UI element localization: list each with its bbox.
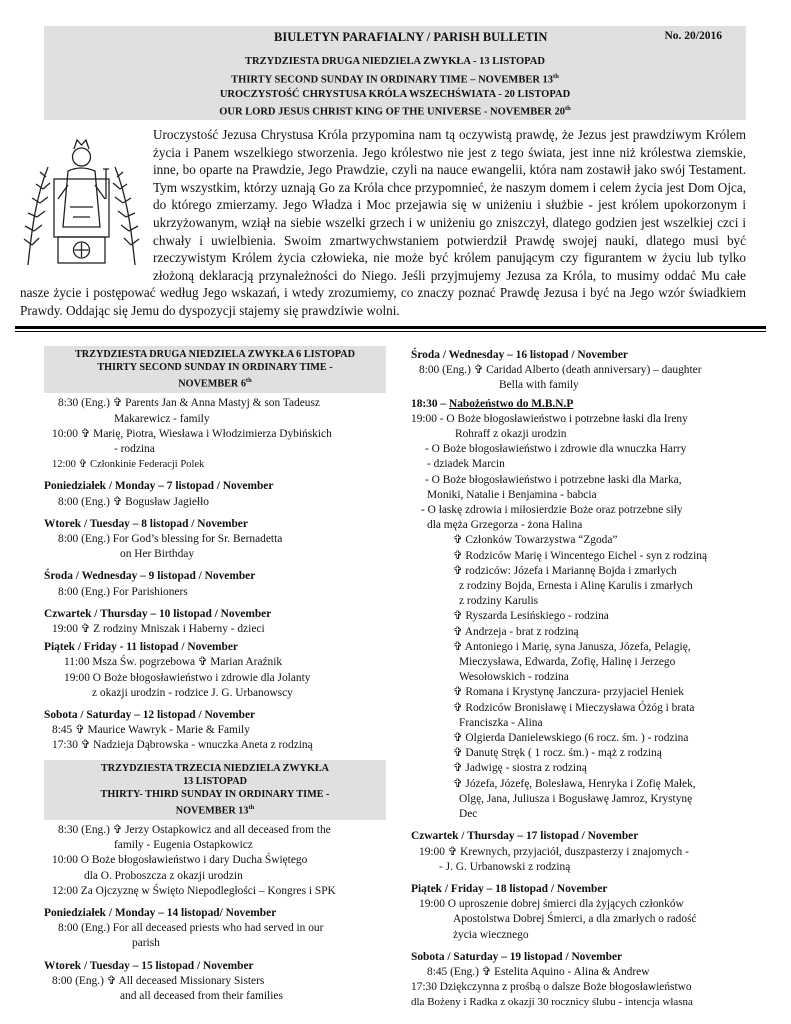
novena-heading: 18:30 – Nabożeństwo do M.B.N.P	[411, 397, 574, 410]
intention: - O Boże błogosławieństwo i potrzebne łaski dla Marka,	[425, 473, 682, 486]
mass-entry: 8:00 (Eng.) For all deceased priests who had served in our	[58, 922, 324, 935]
intention: ✞ Ryszarda Lesińskiego - rodzina	[453, 610, 609, 623]
mass-entry: 8:45 ✞ Maurice Wawryk - Marie & Family	[52, 724, 250, 737]
day-section	[411, 950, 763, 1011]
christ-the-king-image	[18, 127, 145, 267]
divider-thick	[15, 326, 766, 329]
intention: Wesołowskich - rodzina	[459, 671, 569, 684]
mass-entry: on Her Birthday	[120, 548, 195, 561]
sunday-nov6-masses	[44, 396, 386, 472]
intention: ✞ Rodziców Marię i Wincentego Eichel - syn z rodziną	[453, 549, 708, 562]
header-line: UROCZYSTOŚĆ CHRYSTUSA KRÓLA WSZECHŚWIATA - 20 LISTOPAD	[219, 88, 571, 100]
mass-entry: życia wiecznego	[453, 928, 529, 941]
day-heading: Poniedziałek / Monday – 7 listopad / November	[44, 480, 274, 493]
mass-entry: 19:00 ✞ Z rodziny Mniszak i Haberny - dzieci	[52, 623, 265, 636]
day-heading: Środa / Wednesday – 9 listopad / November	[44, 570, 256, 583]
divider-thin	[15, 331, 766, 332]
mass-entry: 8:30 (Eng.) ✞ Parents Jan & Anna Mastyj & son Tadeusz	[58, 397, 320, 410]
mass-entry: parish	[132, 937, 160, 950]
intention: dla męża Grzegorza - żona Halina	[427, 519, 583, 532]
sunday-nov6-banner: TRZYDZIESTA DRUGA NIEDZIELA ZWYKŁA 6 LISTOPAD THIRTY SECOND SUNDAY IN ORDINARY TIME - NOVEMBER 6th	[44, 346, 386, 393]
day-section	[44, 640, 386, 701]
intention: 19:00 - O Boże błogosławieństwo i potrzebne łaski dla Ireny	[411, 412, 688, 425]
evening-intentions	[411, 412, 763, 822]
intention: ✞ rodziców: Józefa i Mariannę Bojda i zmarłych	[453, 564, 677, 577]
day-heading: Środa / Wednesday – 16 listopad / November	[411, 349, 628, 361]
header-line: THIRTY SECOND SUNDAY IN ORDINARY TIME – NOVEMBER 13th	[231, 72, 559, 85]
day-section	[411, 348, 763, 394]
day-heading: Sobota / Saturday – 19 listopad / November	[411, 950, 623, 963]
mass-entry: 17:30 ✞ Nadzieja Dąbrowska - wnuczka Aneta z rodziną	[52, 739, 313, 752]
day-section	[44, 569, 386, 599]
intention: Olgę, Jana, Juliusza i Bogusławę Jamroz, Krystynę	[459, 792, 693, 805]
intention: ✞ Romana i Krystynę Janczura- przyjaciel Heniek	[453, 686, 684, 699]
mass-entry: family - Eugenia Ostapkowicz	[114, 839, 253, 852]
intention: ✞ Antoniego i Marię, syna Janusza, Józefa, Pelagię,	[453, 640, 691, 653]
day-section	[44, 906, 386, 952]
mass-entry: 12:00 ✞ Członkinie Federacji Polek	[52, 459, 205, 471]
intention: Rohraff z okazji urodzin	[455, 428, 567, 441]
right-column	[411, 348, 763, 1011]
intention: ✞ Jadwigę - siostra z rodziną	[453, 762, 587, 775]
intention: - O Boże błogosławieństwo i zdrowie dla wnuczka Harry	[425, 443, 687, 456]
day-heading: Czwartek / Thursday – 10 listopad / November	[44, 607, 272, 620]
intention: ✞ Józefa, Józefę, Bolesława, Henryka i Zofię Małek,	[453, 777, 696, 790]
day-section	[44, 517, 386, 563]
intention: ✞ Członków Towarzystwa “Zgoda”	[453, 534, 618, 547]
mass-entry: 8:45 (Eng.) ✞ Estelita Aquino - Alina & Andrew	[427, 965, 650, 978]
day-section	[44, 479, 386, 509]
mass-entry: 8:00 (Eng.) For God’s blessing for Sr. Bernadetta	[58, 533, 283, 546]
left-column	[44, 346, 386, 1004]
header-line: TRZYDZIESTA DRUGA NIEDZIELA ZWYKŁA - 13 LISTOPAD	[245, 56, 545, 67]
intention: z rodziny Karulis	[459, 595, 539, 608]
day-section	[44, 959, 386, 1005]
mass-entry: 8:00 (Eng.) ✞ Caridad Alberto (death anniversary) – daughter	[419, 364, 702, 377]
day-heading: Sobota / Saturday – 12 listopad / November	[44, 709, 256, 722]
intention: - O łaskę zdrowia i miłosierdzie Boże oraz potrzebne siły	[421, 504, 683, 517]
sunday-nov13-banner: TRZYDZIESTA TRZECIA NIEDZIELA ZWYKŁA 13 LISTOPAD THIRTY- THIRD SUNDAY IN ORDINARY TIME - NOVEMBER 13th	[44, 760, 386, 820]
day-section	[411, 829, 763, 875]
intention: z rodziny Bojda, Ernesta i Alinę Karulis i zmarłych	[459, 580, 693, 593]
issue-number: No. 20/2016	[664, 30, 722, 42]
mass-entry: - J. G. Urbanowski z rodziną	[439, 860, 571, 873]
day-section	[44, 607, 386, 637]
sunday-nov13-masses	[44, 823, 386, 899]
intention: ✞ Rodziców Bronisławę i Mieczysława Óżóg i brata	[453, 701, 695, 714]
day-section	[44, 708, 386, 754]
intro-paragraph: Uroczystość Jezusa Chrystusa Króla przypomina nam tą oczywistą prawdę, że Jezus jest prawdziwym Królem życia i Panem wszelkiego stworzenia. Jego królestwo nie jest z tego świata, jest inne niż królestwa ziemskie, inne, bo oparte na Prawdzie, Jego Prawdzie, czyli na nauce ewangelii, która nam zostawił jako swój Testament. Tym wszystkim, którzy uznają Go za Króla chce przypomnieć, że naszym domem i celem życia jest Dom Ojca, do którego zmierzamy. Jego Władza i Moc przejawia się w uniżeniu i służbie - jest królem upokorzonym i ukrzyżowanym, wziął na siebie wszelki grzech i w uniżeniu go zniszczył, dlatego godzien jest wszelkiej czci i chwały i uwielbienia. Swoim zmartwychwstaniem potwierdził Prawdę swojej nauki, dlatego musi być rzeczywistym Królem życia człowieka, nie może być królem panującym czy figurantem w życiu lub tylko złożoną deklaracją przynależności do Niego. Jeśli przyjmujemy Jezusa za Króla, to musimy oddać Mu całe nasze życie i postępować według Jego wskazań, i wtedy zrozumiemy, co znaczy poznać Prawdę Jezusa i być na Jego wzór świadkiem Prawdy. Oddając się Jemu do dyspozycji stajemy się prawdziwie wolni.	[20, 127, 746, 318]
intention: ✞ Olgierda Danielewskiego (6 rocz. śm. ) - rodzina	[453, 732, 689, 745]
mass-entry: dla Bożeny i Radka z okazji 30 rocznicy ślubu - intencja własna	[411, 996, 693, 1009]
mass-entry: 8:30 (Eng.) ✞ Jerzy Ostapkowicz and all deceased from the	[58, 824, 331, 837]
day-heading: Poniedziałek / Monday – 14 listopad/ November	[44, 907, 277, 920]
intention: - dziadek Marcin	[427, 458, 505, 471]
mass-entry: - rodzina	[114, 443, 155, 455]
bulletin-header	[44, 26, 746, 120]
mass-entry: Apostolstwa Dobrej Śmierci, a dla zmarłych o radość	[453, 913, 697, 926]
header-line: OUR LORD JESUS CHRIST KING OF THE UNIVERSE - NOVEMBER 20th	[219, 105, 571, 118]
mass-entry: 19:00 ✞ Krewnych, przyjaciół, duszpasterzy i znajomych -	[419, 845, 689, 858]
intention: Moniki, Natalie i Benjamina - babcia	[427, 488, 597, 501]
mass-entry: 11:00 Msza Św. pogrzebowa ✞ Marian Araźnik	[64, 656, 283, 669]
day-heading: Piątek / Friday - 11 listopad / November	[44, 641, 238, 654]
mass-entry: 19:00 O Boże błogosławieństwo i zdrowie dla Jolanty	[64, 671, 311, 684]
mass-entry: Makarewicz - family	[114, 412, 210, 425]
mass-entry: dla O. Proboszcza z okazji urodzin	[84, 869, 243, 882]
day-heading: Czwartek / Thursday – 17 listopad / November	[411, 830, 639, 843]
mass-entry: 8:00 (Eng.) ✞ Bogusław Jagiełło	[58, 495, 209, 508]
mass-entry: Bella with family	[499, 379, 579, 392]
day-heading: Piątek / Friday – 18 listopad / November	[411, 882, 608, 895]
mass-entry: 17:30 Dziękczynna z prośbą o dalsze Boże błogosławieństwo	[411, 981, 692, 994]
day-heading: Wtorek / Tuesday – 8 listopad / November	[44, 517, 248, 530]
bulletin-title: BIULETYN PARAFIALNY / PARISH BULLETIN	[274, 30, 548, 44]
header-dates	[44, 55, 746, 120]
mass-entry: 19:00 O uproszenie dobrej śmierci dla żyjących członków	[419, 898, 684, 911]
mass-entry: 10:00 O Boże błogosławieństwo i dary Ducha Świętego	[52, 854, 308, 867]
mass-entry: 8:00 (Eng.) For Parishioners	[58, 585, 188, 598]
mass-entry: 8:00 (Eng.) ✞ All deceased Missionary Sisters	[52, 974, 265, 987]
day-section	[411, 882, 763, 943]
mass-entry: z okazji urodzin - rodzice J. G. Urbanowscy	[92, 686, 293, 699]
day-heading: Wtorek / Tuesday – 15 listopad / November	[44, 959, 254, 972]
intention: Mieczysława, Edwarda, Zofię, Halinę i Jerzego	[459, 656, 676, 669]
intention: ✞ Danutę Stręk ( 1 rocz. śm.) - mąż z rodziną	[453, 747, 662, 760]
mass-entry: 10:00 ✞ Marię, Piotra, Wiesława i Włodzimierza Dybińskich	[52, 427, 332, 440]
mass-entry: and all deceased from their families	[120, 990, 283, 1003]
intention: Dec	[459, 808, 478, 821]
intention: Franciszka - Alina	[459, 716, 543, 729]
intention: ✞ Andrzeja - brat z rodziną	[453, 625, 579, 638]
mass-entry: 12:00 Za Ojczyznę w Święto Niepodległości – Kongres i SPK	[52, 884, 336, 897]
